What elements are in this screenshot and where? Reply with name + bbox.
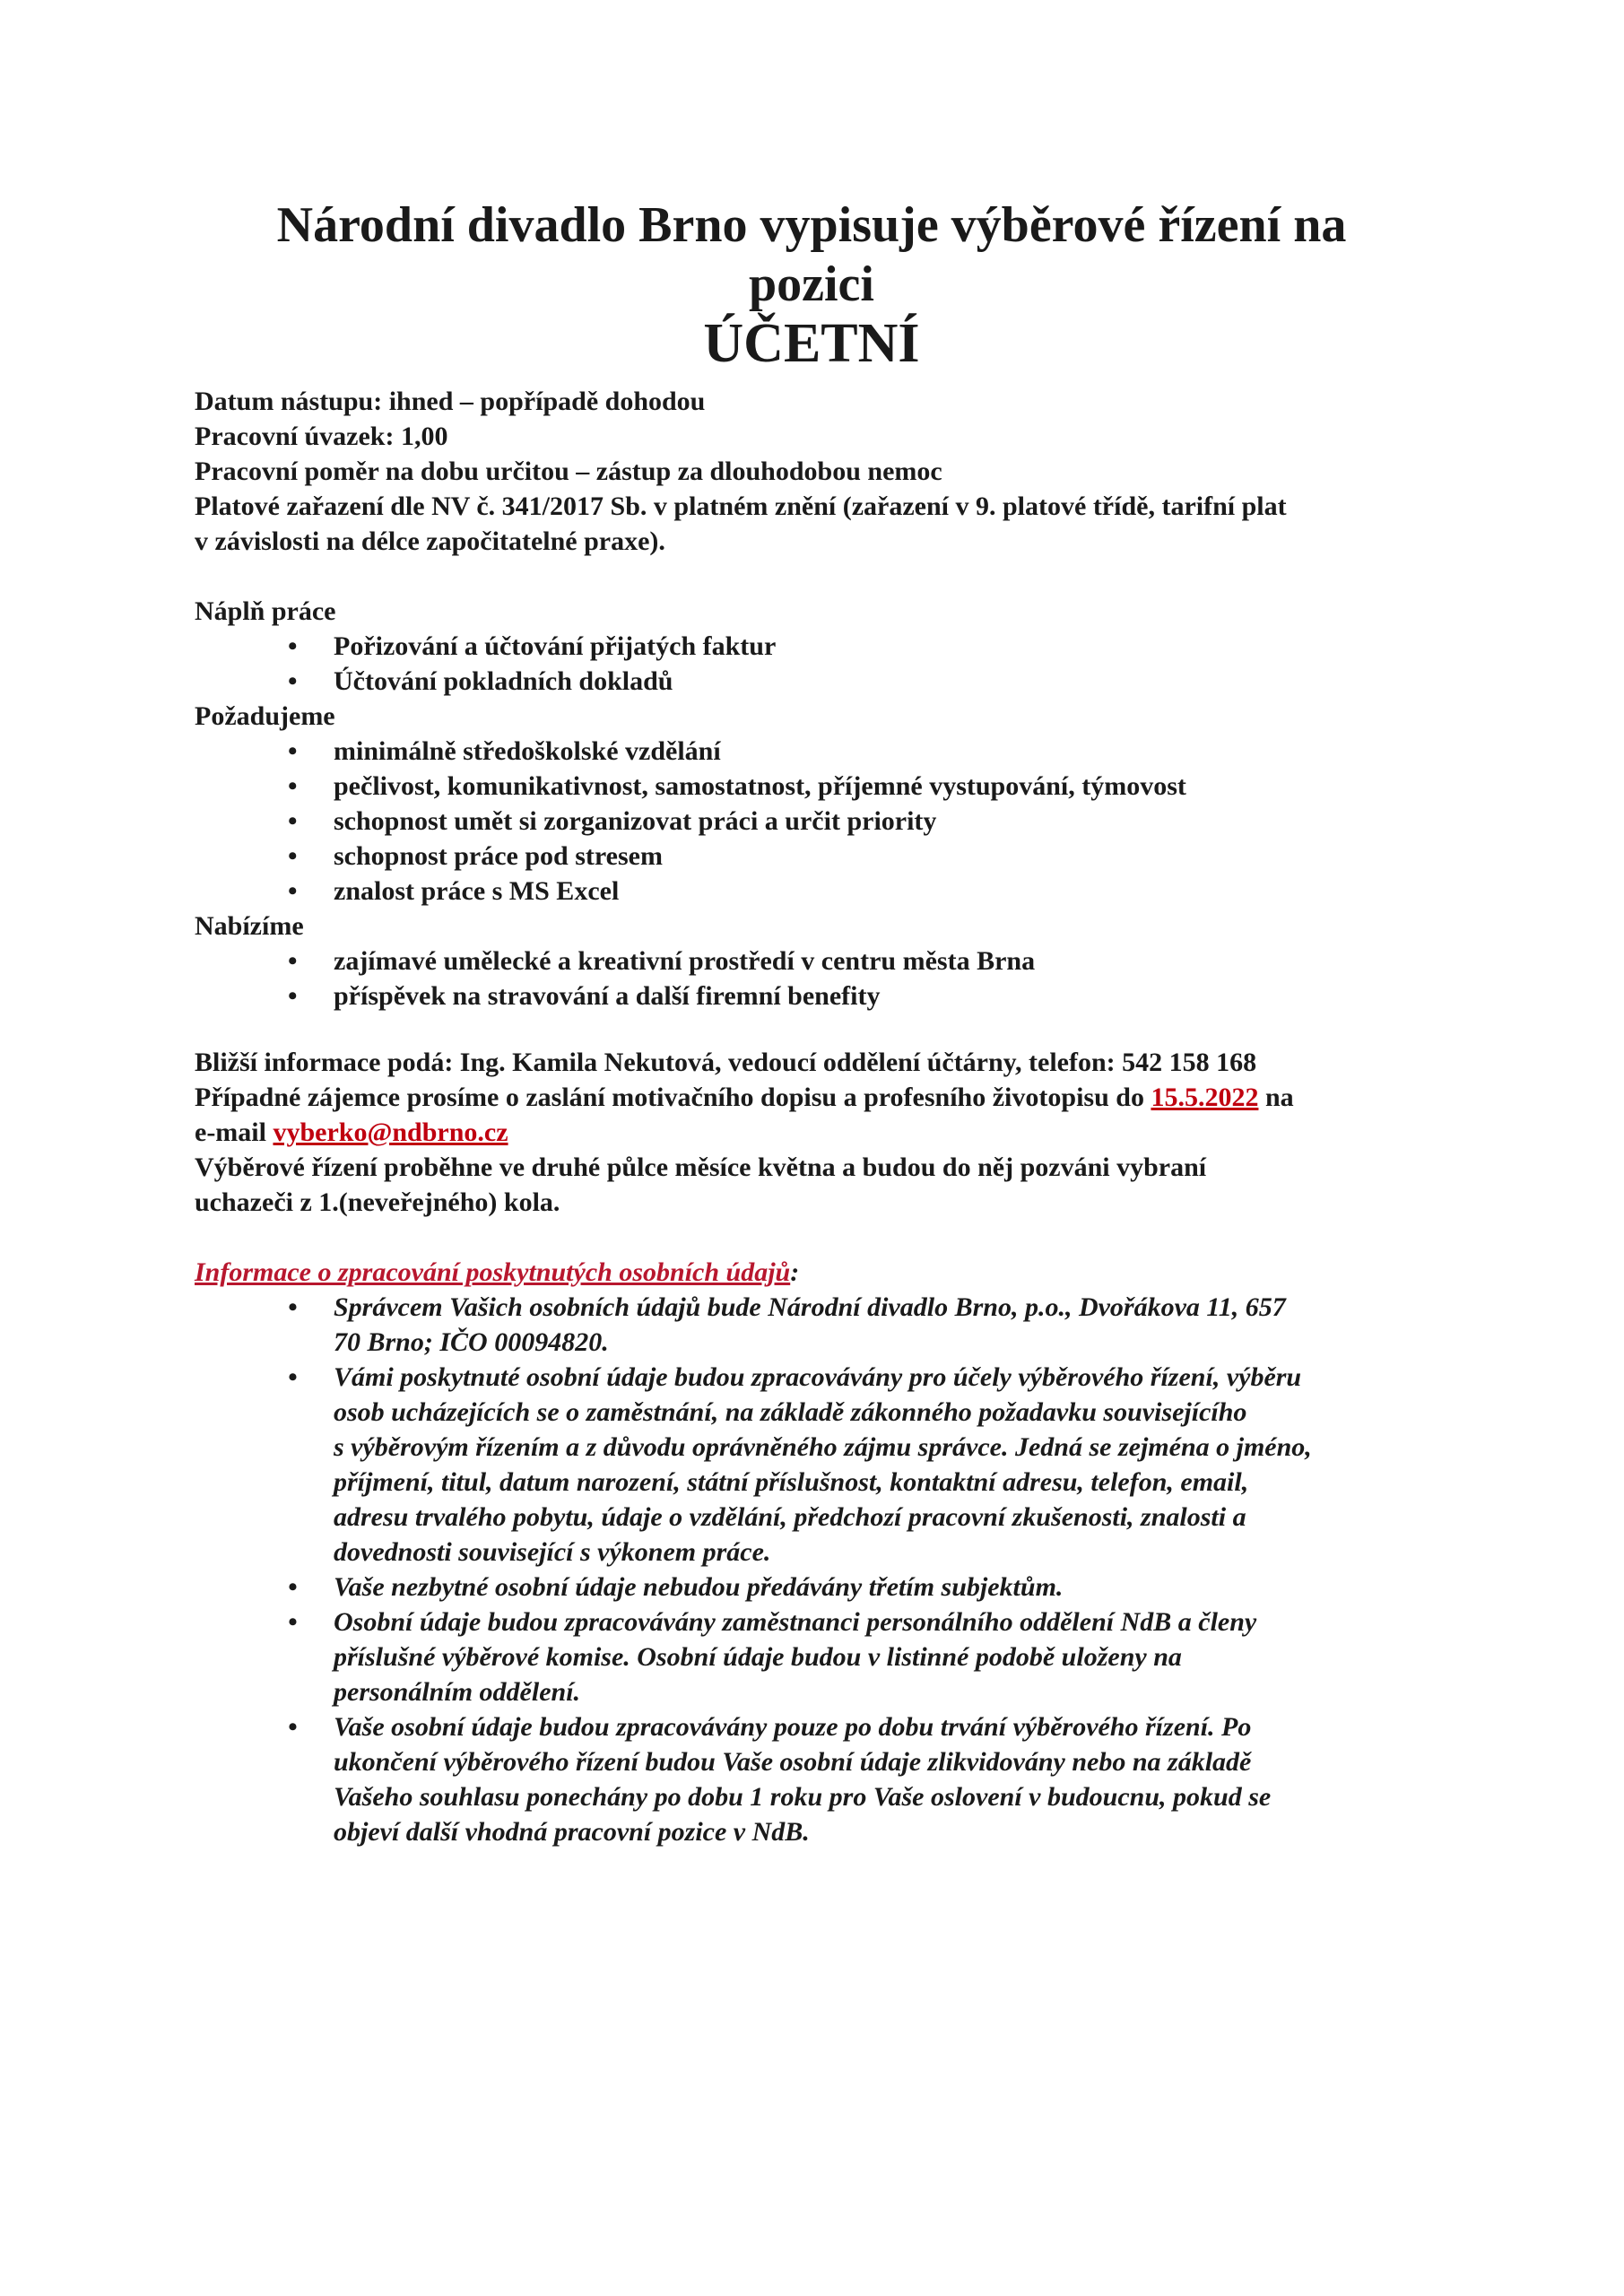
list-item: • pečlivost, komunikativnost, samostatnost, příjemné vystupování, týmovost (195, 769, 1450, 804)
list-item: • Účtování pokladních dokladů (195, 664, 1450, 699)
deadline-date: 15.5.2022 (1151, 1083, 1259, 1112)
nabizime-list (195, 944, 1450, 1013)
gdpr-item (195, 1605, 1450, 1709)
contract-type: Pracovní poměr na dobu určitou – zástup za dlouhodobou nemoc (195, 457, 942, 486)
list-item: • příspěvek na stravování a další firemní benefity (195, 978, 1450, 1013)
salary-line-1: Platové zařazení dle NV č. 341/2017 Sb. v platném znění (zařazení v 9. platové třídě, tarifní plat (195, 491, 1287, 521)
napln-list (195, 629, 1450, 699)
gdpr-item-line: 70 Brno; IČO 00094820. (334, 1327, 609, 1357)
gdpr-item (195, 1709, 1450, 1849)
list-item: • Pořizování a účtování přijatých faktur (195, 629, 1450, 664)
list-item: • minimálně středoškolské vzdělání (195, 734, 1450, 769)
gdpr-list (195, 1290, 1450, 1849)
gdpr-item-line: • Vámi poskytnuté osobní údaje budou zpracovávány pro účely výběrového řízení, výběru (334, 1362, 1302, 1392)
gdpr-item-line: personálním oddělení. (334, 1677, 581, 1707)
gdpr-heading: Informace o zpracování poskytnutých osobních údajů: (195, 1257, 800, 1287)
job-sections (195, 594, 1450, 1013)
conditions-block (195, 384, 1450, 559)
contact-person: Bližší informace podá: Ing. Kamila Nekutová, vedoucí oddělení účtárny, telefon: 542 158 168 (195, 1048, 1257, 1077)
pozadujeme-list (195, 734, 1450, 909)
gdpr-item-line: dovednosti související s výkonem práce. (334, 1537, 771, 1567)
gdpr-item-line: s výběrovým řízením a z důvodu oprávněného zájmu správce. Jedná se zejména o jméno, (334, 1432, 1312, 1462)
gdpr-item-line: objeví další vhodná pracovní pozice v NdB. (334, 1817, 810, 1847)
selection-info-1: Výběrové řízení proběhne ve druhé půlce měsíce května a budou do něj pozváni vybraní (195, 1152, 1207, 1182)
gdpr-block (195, 1255, 1450, 1849)
gdpr-item-line: • Správcem Vašich osobních údajů bude Národní divadlo Brno, p.o., Dvořákova 11, 657 (334, 1292, 1286, 1322)
gdpr-item (195, 1570, 1450, 1605)
gdpr-item-line: ukončení výběrového řízení budou Vaše osobní údaje zlikvidovány nebo na základě (334, 1747, 1252, 1777)
application-instructions: Případné zájemce prosíme o zaslání motivačního dopisu a profesního životopisu do 15.5.2022 na (195, 1083, 1294, 1112)
gdpr-item (195, 1290, 1450, 1360)
pozadujeme-heading: Požadujeme (195, 701, 335, 731)
contact-block (195, 1045, 1450, 1220)
gdpr-item-line: příjmení, titul, datum narození, státní příslušnost, kontaktní adresu, telefon, email, (334, 1467, 1249, 1497)
napln-heading: Náplň práce (195, 596, 336, 626)
email-line: e-mail vyberko@ndbrno.cz (195, 1118, 508, 1147)
gdpr-item-line: • Osobní údaje budou zpracovávány zaměstnanci personálního oddělení NdB a členy (334, 1607, 1257, 1637)
nabizime-heading: Nabízíme (195, 911, 304, 941)
title-line-2: pozici (749, 257, 874, 312)
list-item: • zajímavé umělecké a kreativní prostředí v centru města Brna (195, 944, 1450, 978)
selection-info-2: uchazeči z 1.(neveřejného) kola. (195, 1187, 560, 1217)
list-item: • schopnost umět si zorganizovat práci a určit priority (195, 804, 1450, 839)
gdpr-item-line: příslušné výběrové komise. Osobní údaje budou v listinné podobě uloženy na (334, 1642, 1182, 1672)
workload: Pracovní úvazek: 1,00 (195, 422, 448, 451)
gdpr-item-line: • Vaše osobní údaje budou zpracovávány pouze po dobu trvání výběrového řízení. Po (334, 1712, 1252, 1742)
salary-line-2: v závislosti na délce započitatelné praxe). (195, 526, 665, 556)
list-item: • znalost práce s MS Excel (195, 874, 1450, 909)
gdpr-item (195, 1360, 1450, 1570)
list-item: • schopnost práce pod stresem (195, 839, 1450, 874)
gdpr-item-line: osob ucházejících se o zaměstnání, na základě zákonného požadavku souvisejícího (334, 1397, 1247, 1427)
gdpr-item-line: Vašeho souhlasu ponechány po dobu 1 roku pro Vaše oslovení v budoucnu, pokud se (334, 1782, 1272, 1812)
document-title (179, 196, 1444, 373)
email-link[interactable]: vyberko@ndbrno.cz (273, 1118, 508, 1147)
title-position: ÚČETNÍ (703, 313, 920, 374)
gdpr-item-line: adresu trvalého pobytu, údaje o vzdělání, předchozí pracovní zkušenosti, znalosti a (334, 1502, 1246, 1532)
gdpr-item-line: • Vaše nezbytné osobní údaje nebudou předávány třetím subjektům. (334, 1572, 1064, 1602)
title-line-1: Národní divadlo Brno vypisuje výběrové řízení na (276, 197, 1347, 253)
start-date: Datum nástupu: ihned – popřípadě dohodou (195, 387, 706, 416)
